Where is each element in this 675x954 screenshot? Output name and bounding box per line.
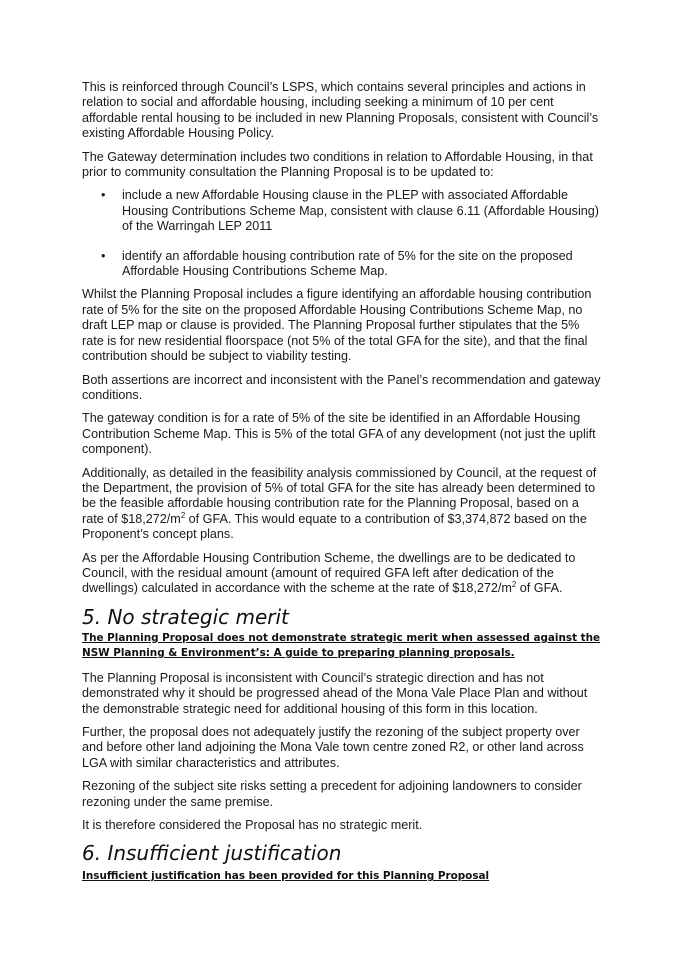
feasibility-text-a: Additionally, as detailed in the feasibility analysis commissioned by Council, at the request of the Department, the provision of 5% of total GFA for the site has already been determined to be the feasible affordable housing contribution rate for the Planning Proposal, based on a rate of $18,272/m	[82, 465, 597, 526]
paragraph-rezoning-justification: Further, the proposal does not adequately justify the rezoning of the subject property over and before other land adjoining the Mona Vale town centre zoned R2, or other land across LGA with similar characteristics and attributes.	[82, 725, 584, 770]
list-item-text: identify an affordable housing contribution rate of 5% for the site on the proposed Affordable Housing Contributions Scheme Map.	[122, 248, 573, 279]
superscript: 2	[180, 510, 186, 520]
paragraph-lsps: This is reinforced through Council’s LSPS, which contains several principles and actions in relation to social and affordable housing, including seeking a minimum of 10 per cent affordable rental housing to be included in new Planning Proposals, consistent with Council’s existing Affordable Housing Policy.	[82, 80, 599, 141]
paragraph-conclusion: It is therefore considered the Proposal has no strategic merit.	[82, 818, 423, 833]
paragraph-precedent: Rezoning of the subject site risks setting a precedent for adjoining landowners to consider rezoning under the same premise.	[82, 779, 582, 809]
list-item-text: include a new Affordable Housing clause in the PLEP with associated Affordable Housing Contributions Scheme Map, consistent with clause 6.11 (Affordable Housing) of the Warringah LEP 2011	[122, 188, 599, 234]
feasibility-text-b: of GFA. This would equate to a contribution of $3,374,872 based on the Proponent’s concept plans.	[82, 511, 587, 542]
section-heading-insufficient-justification: 6. Insufficient justification	[82, 841, 342, 866]
paragraph-planning-proposal-figure: Whilst the Planning Proposal includes a figure identifying an affordable housing contribution rate of 5% for the site on the proposed Affordable Housing Contributions Scheme Map, no draft LEP map or clause is provided. The Planning Proposal further stipulates that the 5% rate is for new residential floorspace (not 5% of the total GFA for the site), and that the final contribution should be subject to viability testing.	[82, 287, 592, 364]
gateway-conditions-list	[82, 188, 601, 279]
scheme-text-b: of GFA.	[516, 581, 563, 596]
bullet-icon: •	[101, 248, 106, 263]
superscript: 2	[511, 580, 517, 590]
section-heading-strategic-merit: 5. No strategic merit	[82, 604, 289, 629]
list-item	[82, 188, 601, 234]
scheme-text-a: As per the Affordable Housing Contribution Scheme, the dwellings are to be dedicated to Council, with the residual amount (amount of required GFA left after dedication of the dwellings) calculated in accordance with the scheme at the rate of $18,272/m	[82, 550, 576, 596]
paragraph-gateway-condition-rate: The gateway condition is for a rate of 5% of the site be identified in an Affordable Housing Contribution Scheme Map. This is 5% of the total GFA of any development (not just the uplift component).	[82, 411, 596, 457]
list-item	[82, 249, 601, 280]
paragraph-assertions: Both assertions are incorrect and inconsistent with the Panel’s recommendation and gateway conditions.	[82, 372, 601, 402]
paragraph-strategic-direction: The Planning Proposal is inconsistent with Council’s strategic direction and has not demonstrated why it should be progressed ahead of the Mona Vale Place Plan and without the demonstrable strategic need for additional housing of this form in this location.	[82, 670, 588, 716]
paragraph-contribution-scheme	[82, 551, 601, 597]
paragraph-feasibility	[82, 466, 601, 543]
section-subheading-strategic-merit: The Planning Proposal does not demonstrate strategic merit when assessed against the NSW Planning & Environment’s: A guide to preparing planning proposals.	[82, 631, 601, 659]
section-subheading-insufficient-justification: Insufficient justification has been provided for this Planning Proposal	[82, 870, 490, 883]
paragraph-gateway-determination: The Gateway determination includes two conditions in relation to Affordable Housing, in that prior to community consultation the Planning Proposal is to be updated to:	[82, 149, 593, 180]
bullet-icon: •	[101, 188, 106, 203]
